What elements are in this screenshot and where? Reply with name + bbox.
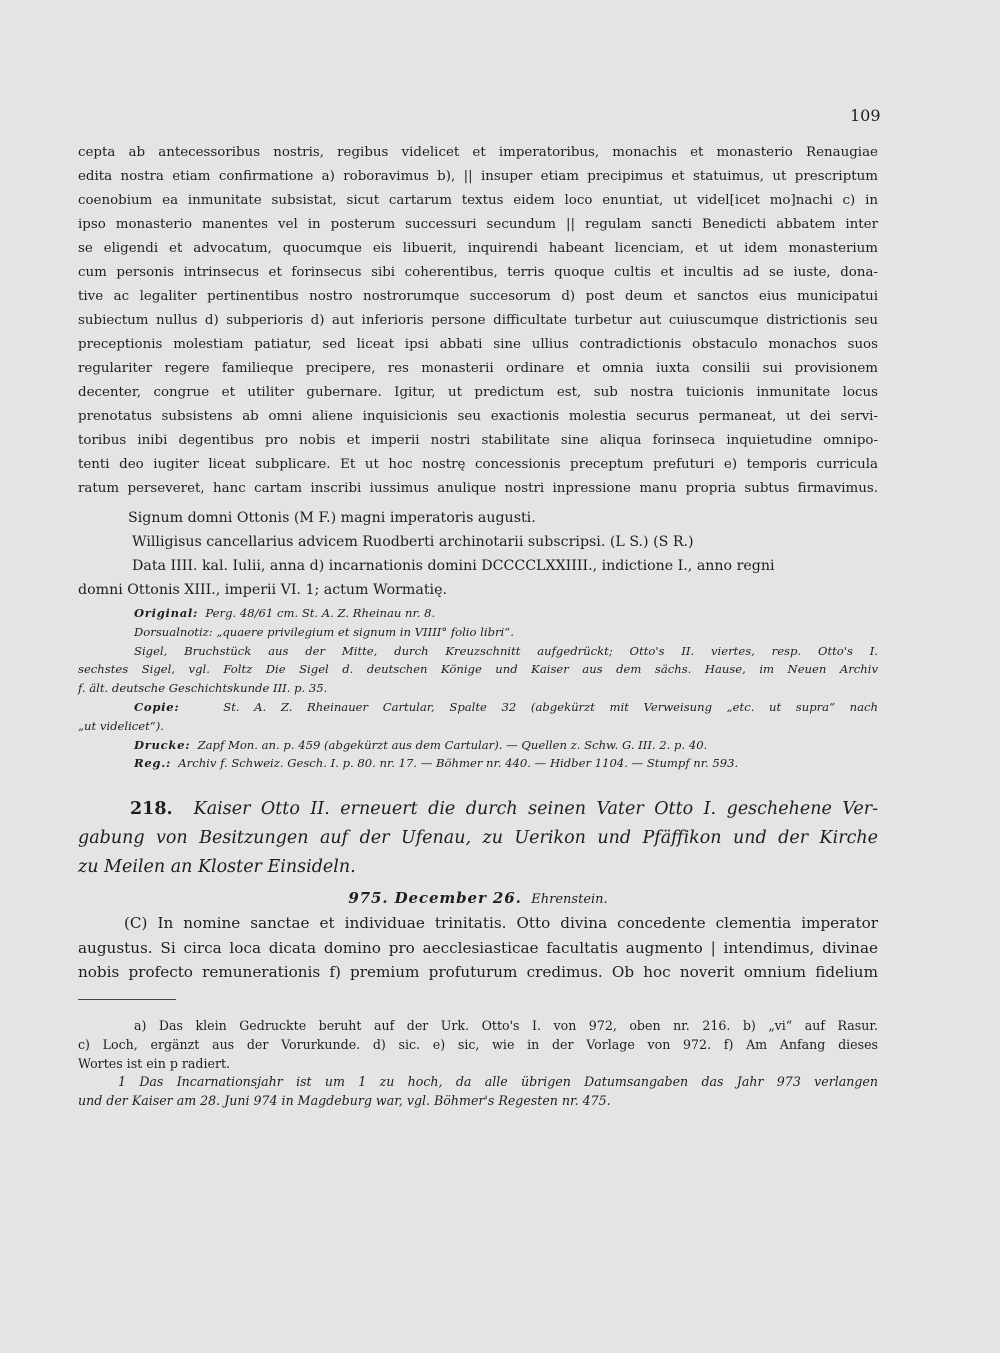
copie-label: Copie: (134, 699, 180, 714)
page-number: 109 (850, 106, 881, 125)
note-original (78, 604, 878, 623)
note-sigel: Sigel, Bruchstück aus der Mitte, durch Kreuzschnitt aufgedrückt; Otto's II. viertes, resp. Otto's I. (134, 643, 878, 658)
footnote-divider (78, 999, 176, 1000)
footnote-line: und der Kaiser am 28. Juni 974 in Magdeburg war, vgl. Böhmer's Regesten nr. 475. (78, 1093, 611, 1109)
apparatus-notes (78, 604, 878, 773)
footnote-line: a) Das klein Gedruckte beruht auf der Urk. Otto's I. von 972, oben nr. 216. b) „vi“ auf Rasur. (134, 1018, 878, 1033)
note-reg (78, 754, 878, 773)
note-drucke (78, 736, 878, 755)
text-line: regulariter regere familieque precipere, res monasterii ordinare et omnia iuxta consilii sui provisionem (78, 361, 878, 376)
text-line: ipso monasterio manentes vel in posterum successuri secundum || regulam sancti Benedicti abbatem inter (78, 217, 878, 232)
doc-title-line (78, 795, 878, 824)
text-line: cum personis intrinsecus et forinsecus sibi coherentibus, terris quoque cultis et incultis ad se iuste, dona- (78, 265, 878, 280)
copie-text: St. A. Z. Rheinauer Cartular, Spalte 32 (abgekürzt mit Verweisung „etc. ut supra“ nach (223, 699, 878, 714)
reg-text: Archiv f. Schweiz. Gesch. I. p. 80. nr. 17. — Böhmer nr. 440. — Hidber 1104. — Stumpf nr. 593. (178, 756, 739, 771)
signature-block (78, 506, 878, 602)
date-line: Data IIII. kal. Iulii, anna d) incarnationis domini DCCCCLXXIIII., indictione I., anno regni (132, 558, 775, 574)
text-line: subiectum nullus d) subperioris d) aut inferioris persone difficultate turbetur aut cuiuscumque districtionis seu (78, 313, 878, 328)
text-line: preceptionis molestiam patiatur, sed liceat ipsi abbati sine ullius contradictionis obstaculo monachos suos (78, 337, 878, 352)
original-label: Original: (134, 606, 199, 620)
text-line: tive ac legaliter pertinentibus nostro nostrorumque succesorum d) post deum et sanctos eius municipatui (78, 289, 878, 304)
note-copie (78, 698, 878, 717)
text-line: coenobium ea inmunitate subsistat, sicut cartarum textus eidem loco enuntiat, ut videl[icet mo]nachi c) in (78, 193, 878, 208)
note-copie: „ut videlicet“). (78, 718, 164, 733)
document-218-heading (78, 795, 878, 882)
text-line: toribus inibi degentibus pro nobis et imperii nostri stabilitate sine aliqua forinseca inquietudine omnipo- (78, 433, 878, 448)
note-dorsual: Dorsualnotiz: „quaere privilegium et signum in VIIII° folio libri“. (134, 624, 514, 639)
original-text: Perg. 48/61 cm. St. A. Z. Rheinau nr. 8. (205, 606, 436, 620)
text-line: se eligendi et advocatum, quocumque eis libuerit, inquirendi habeant licenciam, et ut idem monasterium (78, 241, 878, 256)
text-line: decenter, congrue et utiliter gubernare. Igitur, ut predictum est, sub nostra tuicionis inmunitate locus (78, 385, 878, 400)
text-line: (C) In nomine sanctae et individuae trinitatis. Otto divina concedente clementia imperator (124, 914, 878, 932)
text-line: augustus. Si circa loca dicata domino pro aecclesiasticae facultatis augmento | intendimus, divinae (78, 938, 878, 957)
text-line: edita nostra etiam confirmatione a) roboravimus b), || insuper etiam precipimus et statuimus, ut prescriptum (78, 169, 878, 184)
doc-dateline (78, 886, 878, 912)
actum-line: domni Ottonis XIII., imperii VI. 1; actum Wormatię. (78, 582, 447, 598)
drucke-label: Drucke: (134, 737, 191, 752)
drucke-text: Zapf Mon. an. p. 459 (abgekürzt aus dem Cartular). — Quellen z. Schw. G. III. 2. p. 40. (197, 737, 708, 752)
signum-line: Signum domni Ottonis (M F.) magni imperatoris augusti. (128, 510, 536, 526)
doc-title-line: gabung von Besitzungen auf der Ufenau, zu Uerikon und Pfäffikon und der Kirche (78, 828, 878, 848)
footnote-line: c) Loch, ergänzt aus der Vorurkunde. d) sic. e) sic, wie in der Vorlage von 972. f) Am Anfang dieses (78, 1036, 878, 1052)
text-line: ratum perseveret, hanc cartam inscribi iussimus anulique nostri inpressione manu propria subtus firmavimus. (78, 481, 878, 496)
footnote-line: Wortes ist ein p radiert. (78, 1055, 231, 1071)
doc-place: Ehrenstein. (531, 892, 608, 907)
charter-text (78, 141, 878, 501)
reg-label: Reg.: (134, 756, 171, 771)
text-line: tenti deo iugiter liceat subplicare. Et ut hoc nostrę concessionis preceptum prefuturi e) temporis curricula (78, 457, 878, 472)
note-sigel: sechstes Sigel, vgl. Foltz Die Sigel d. deutschen Könige und Kaiser aus dem sächs. Hause, im Neuen Archiv (78, 662, 878, 677)
text-line: prenotatus subsistens ab omni aliene inquisicionis seu exactionis molestia securus permaneat, ut dei servi- (78, 409, 878, 424)
note-sigel: f. ält. deutsche Geschichtskunde III. p. 35. (78, 681, 328, 696)
doc-title-text: Kaiser Otto II. erneuert die durch seinen Vater Otto I. geschehene Ver- (193, 799, 878, 819)
footnotes (78, 1017, 878, 1111)
text-line: cepta ab antecessoribus nostris, regibus videlicet et imperatoribus, monachis et monasterio Renaugiae (78, 145, 878, 160)
doc-date: 975. December 26. (348, 889, 522, 907)
doc-number: 218. (130, 799, 173, 819)
chancellor-line: Willigisus cancellarius advicem Ruodberti archinotarii subscripsi. (L S.) (S R.) (132, 534, 694, 550)
doc-title-line: zu Meilen an Kloster Einsideln. (78, 857, 356, 877)
document-218-text (78, 911, 878, 985)
text-line: nobis profecto remunerationis f) premium profuturum credimus. Ob hoc noverit omnium fidelium (78, 963, 878, 982)
footnote-line: 1 Das Incarnationsjahr ist um 1 zu hoch, da alle übrigen Datumsangaben das Jahr 973 verlangen (118, 1074, 878, 1090)
